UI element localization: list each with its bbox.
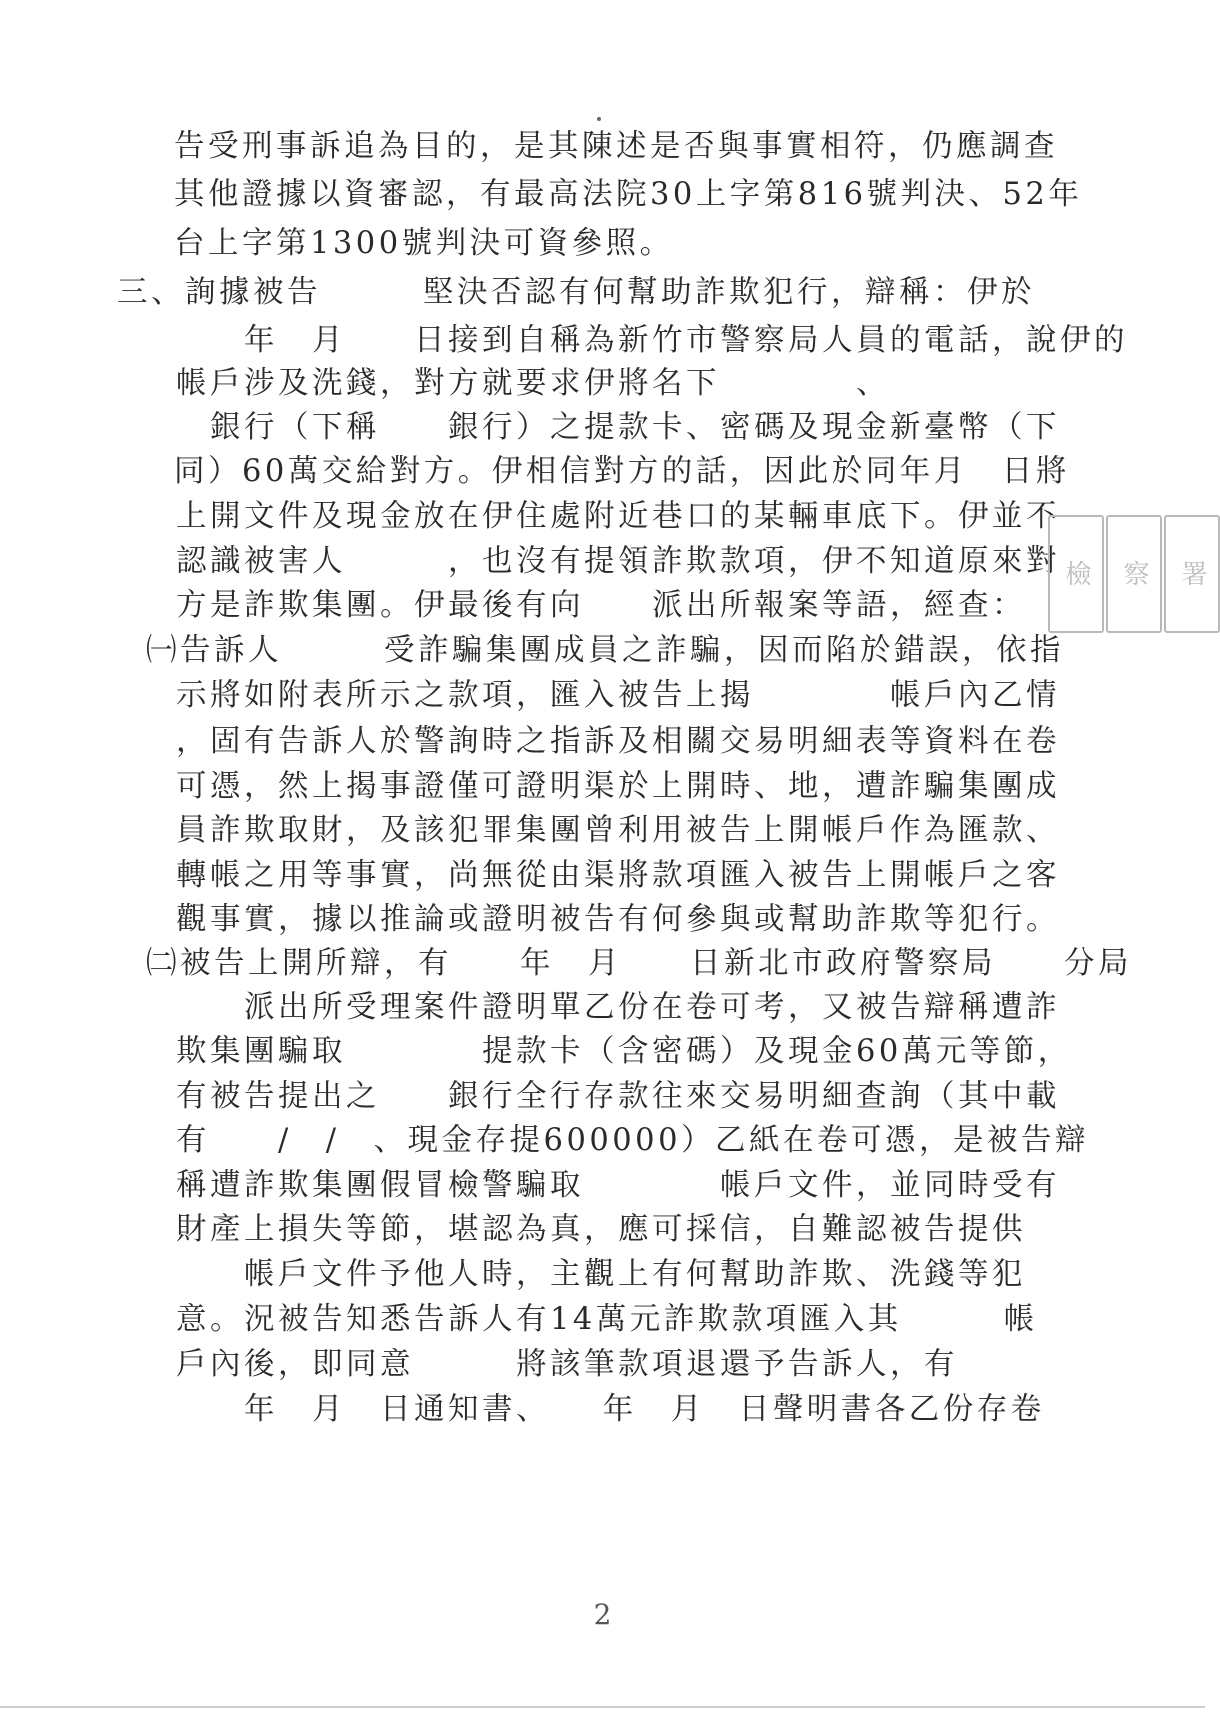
text-line: 轉帳之用等事實，尚無從由渠將款項匯入被告上開帳戶之客 <box>176 858 1060 893</box>
text-line: ㈡被告上開所辯，有 年 月 日新北市政府警察局 分局 <box>146 946 1132 981</box>
scan-speck <box>597 117 601 121</box>
text-line: 帳戶涉及洗錢，對方就要求伊將名下 、 <box>176 366 890 401</box>
text-line: 告受刑事訴追為目的，是其陳述是否與事實相符，仍應調查 <box>174 129 1058 164</box>
text-line: 上開文件及現金放在伊住處附近巷口的某輛車底下。伊並不 <box>176 499 1060 534</box>
text-line: 戶內後，即同意 將該筆款項退還予告訴人，有 <box>176 1347 958 1382</box>
text-line: 其他證據以資審認，有最高法院30上字第816號判決、52年 <box>174 177 1083 212</box>
text-line: 銀行（下稱 銀行）之提款卡、密碼及現金新臺幣（下 <box>176 410 1060 445</box>
text-line: ，固有告訴人於警詢時之指訴及相關交易明細表等資料在卷 <box>176 724 1060 759</box>
text-line: 員詐欺取財，及該犯罪集團曾利用被告上開帳戶作為匯款、 <box>176 813 1060 848</box>
text-line: 派出所受理案件證明單乙份在卷可考，又被告辯稱遭詐 <box>176 990 1060 1025</box>
text-line: 觀事實，據以推論或證明被告有何參與或幫助詐欺等犯行。 <box>176 902 1060 937</box>
text-line: 認識被害人 ，也沒有提領詐欺款項，伊不知道原來對 <box>176 544 1060 579</box>
text-line: 示將如附表所示之款項，匯入被告上揭 帳戶內乙情 <box>176 678 1060 713</box>
text-line: 有 / / 、現金存提600000）乙紙在卷可憑，是被告辯 <box>176 1123 1089 1158</box>
text-line: 稱遭詐欺集團假冒檢警騙取 帳戶文件，並同時受有 <box>176 1168 1060 1203</box>
page-number: 2 <box>593 1598 612 1631</box>
seal-stamp <box>1048 515 1207 633</box>
scan-edge-line <box>0 1706 1205 1708</box>
text-line: 年 月 日通知書、 年 月 日聲明書各乙份存卷 <box>176 1392 1045 1427</box>
text-line: 方是詐欺集團。伊最後有向 派出所報案等語，經查： <box>176 588 1026 623</box>
text-line: ㈠告訴人 受詐騙集團成員之詐騙，因而陷於錯誤，依指 <box>146 633 1064 668</box>
text-line: 可憑，然上揭事證僅可證明渠於上開時、地，遭詐騙集團成 <box>176 769 1060 804</box>
text-line: 意。況被告知悉告訴人有14萬元詐欺款項匯入其 帳 <box>176 1302 1038 1337</box>
text-line: 三、詢據被告 堅決否認有何幫助詐欺犯行，辯稱：伊於 <box>117 275 1035 310</box>
text-line: 同）60萬交給對方。伊相信對方的話，因此於同年月 日將 <box>174 454 1070 489</box>
seal-character: 察 <box>1106 515 1162 633</box>
text-line: 年 月 日接到自稱為新竹市警察局人員的電話，說伊的 <box>176 323 1128 358</box>
seal-character: 檢 <box>1048 515 1104 633</box>
text-line: 帳戶文件予他人時，主觀上有何幫助詐欺、洗錢等犯 <box>176 1257 1026 1292</box>
seal-character: 署 <box>1164 515 1220 633</box>
text-line: 財產上損失等節，堪認為真，應可採信，自難認被告提供 <box>176 1212 1026 1247</box>
text-line: 有被告提出之 銀行全行存款往來交易明細查詢（其中載 <box>176 1079 1060 1114</box>
text-line: 欺集團騙取 提款卡（含密碼）及現金60萬元等節， <box>176 1034 1072 1069</box>
text-line: 台上字第1300號判決可資參照。 <box>174 226 674 261</box>
